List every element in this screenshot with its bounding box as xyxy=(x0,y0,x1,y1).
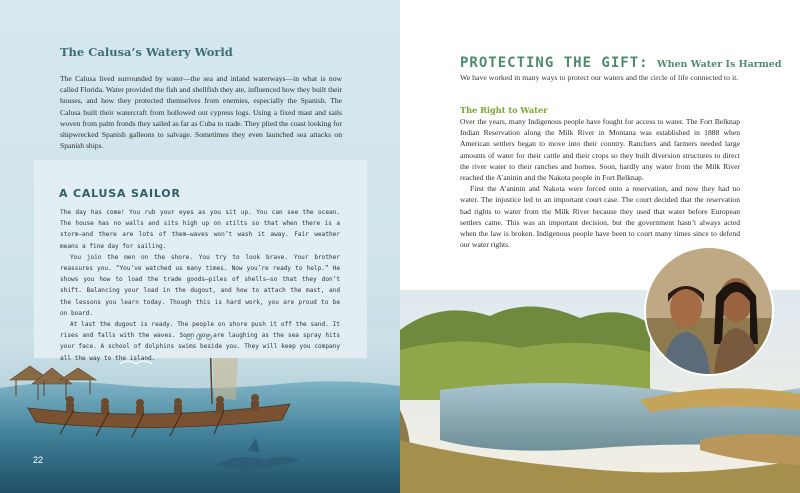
two-youths-portrait-image xyxy=(646,248,772,374)
ornament-dots xyxy=(186,334,212,340)
sailor-paragraph: At last the dugout is ready. The people on shore push it off the sand. It rises and falls with the waves. Soon you are laughing as the sea spray hits your face. A school of dolphins swims beside you. They will keep you company all the way to the island. xyxy=(60,321,340,362)
intro-text: We have worked in many ways to protect our waters and the circle of life connected to it. xyxy=(460,73,739,82)
sailor-paragraph: You join the men on the shore. You try to look brave. Your brother reassures you. “You’ve watched us many times. Now you’re ready to help.” He shows you how to load the trade goods—piles of shells—so that they don’t shift. Balancing your load in the dugout, and how to attach the mast, and the lessons you learn today. Though this is hard work, you are proud to be on board. xyxy=(60,253,340,317)
page-number: 22 xyxy=(33,455,44,465)
sailor-story xyxy=(60,207,340,364)
right-to-water-heading: The Right to Water xyxy=(460,105,548,115)
ornament-dot-icon xyxy=(206,334,212,340)
body-paragraph: Over the years, many Indigenous people have fought for access to water. The Fort Belknap Indian Reservation along the Milk River in Montana was established in 1888 when American settlers began to move into their country. Ranchers and farmers needed large amounts of water for their cattle and their crops so they built diversion structures to direct the river water to their ranches and homes. Soon, hardly any water from the Milk River reached the A’aninin and the Nakota people in Fort Belknap. xyxy=(460,117,740,183)
ornament-dot-icon xyxy=(186,334,192,340)
sailor-paragraph: The day has come! You rub your eyes as you sit up. You can see the ocean. The house has no walls and sits high up on stilts so that when there is a storm—and there are lots of them—waves won’t wash it away. Fair weather means a fine day for sailing. xyxy=(60,209,340,250)
calusa-sailor-sidebar xyxy=(34,160,367,362)
calusa-section-body: The Calusa lived surrounded by water—the sea and inland waterways—in what is now called Florida. Water provided the fish and shellfish they ate, influenced how they built their houses, and how they protected themselves from enemies, especially the Spanish. The Calusa built their watercraft from hollowed out cypress logs. Using a fixed mast and sails woven from palm fronds they sailed as far as Cuba to trade. They plied the coast looking for shipwrecked Spanish galleons to salvage. Sometimes they even launched sea attacks on Spanish ships. xyxy=(60,74,342,151)
calusa-section-title: The Calusa’s Watery World xyxy=(60,45,233,59)
title-sub: When Water Is Harmed xyxy=(656,59,782,70)
protecting-the-gift-title xyxy=(460,44,782,73)
body-paragraph: First the A’aninin and Nakota were forced onto a reservation, and now they had no water. The injustice led to an important court case. The court decided that the reservation had rights to water from the Milk River because they used that water before European settlers came. This was an important decision, but the government hasn’t always acted when the law is broken. Indigenous people have been to court many times since to defend our water rights. xyxy=(460,184,740,250)
title-main: PROTECTING THE GIFT: xyxy=(460,55,649,71)
right-to-water-body xyxy=(460,116,740,250)
ornament-dot-icon xyxy=(196,334,202,340)
portrait-photo xyxy=(644,246,774,376)
sailor-title: A CALUSA SAILOR xyxy=(59,187,181,200)
